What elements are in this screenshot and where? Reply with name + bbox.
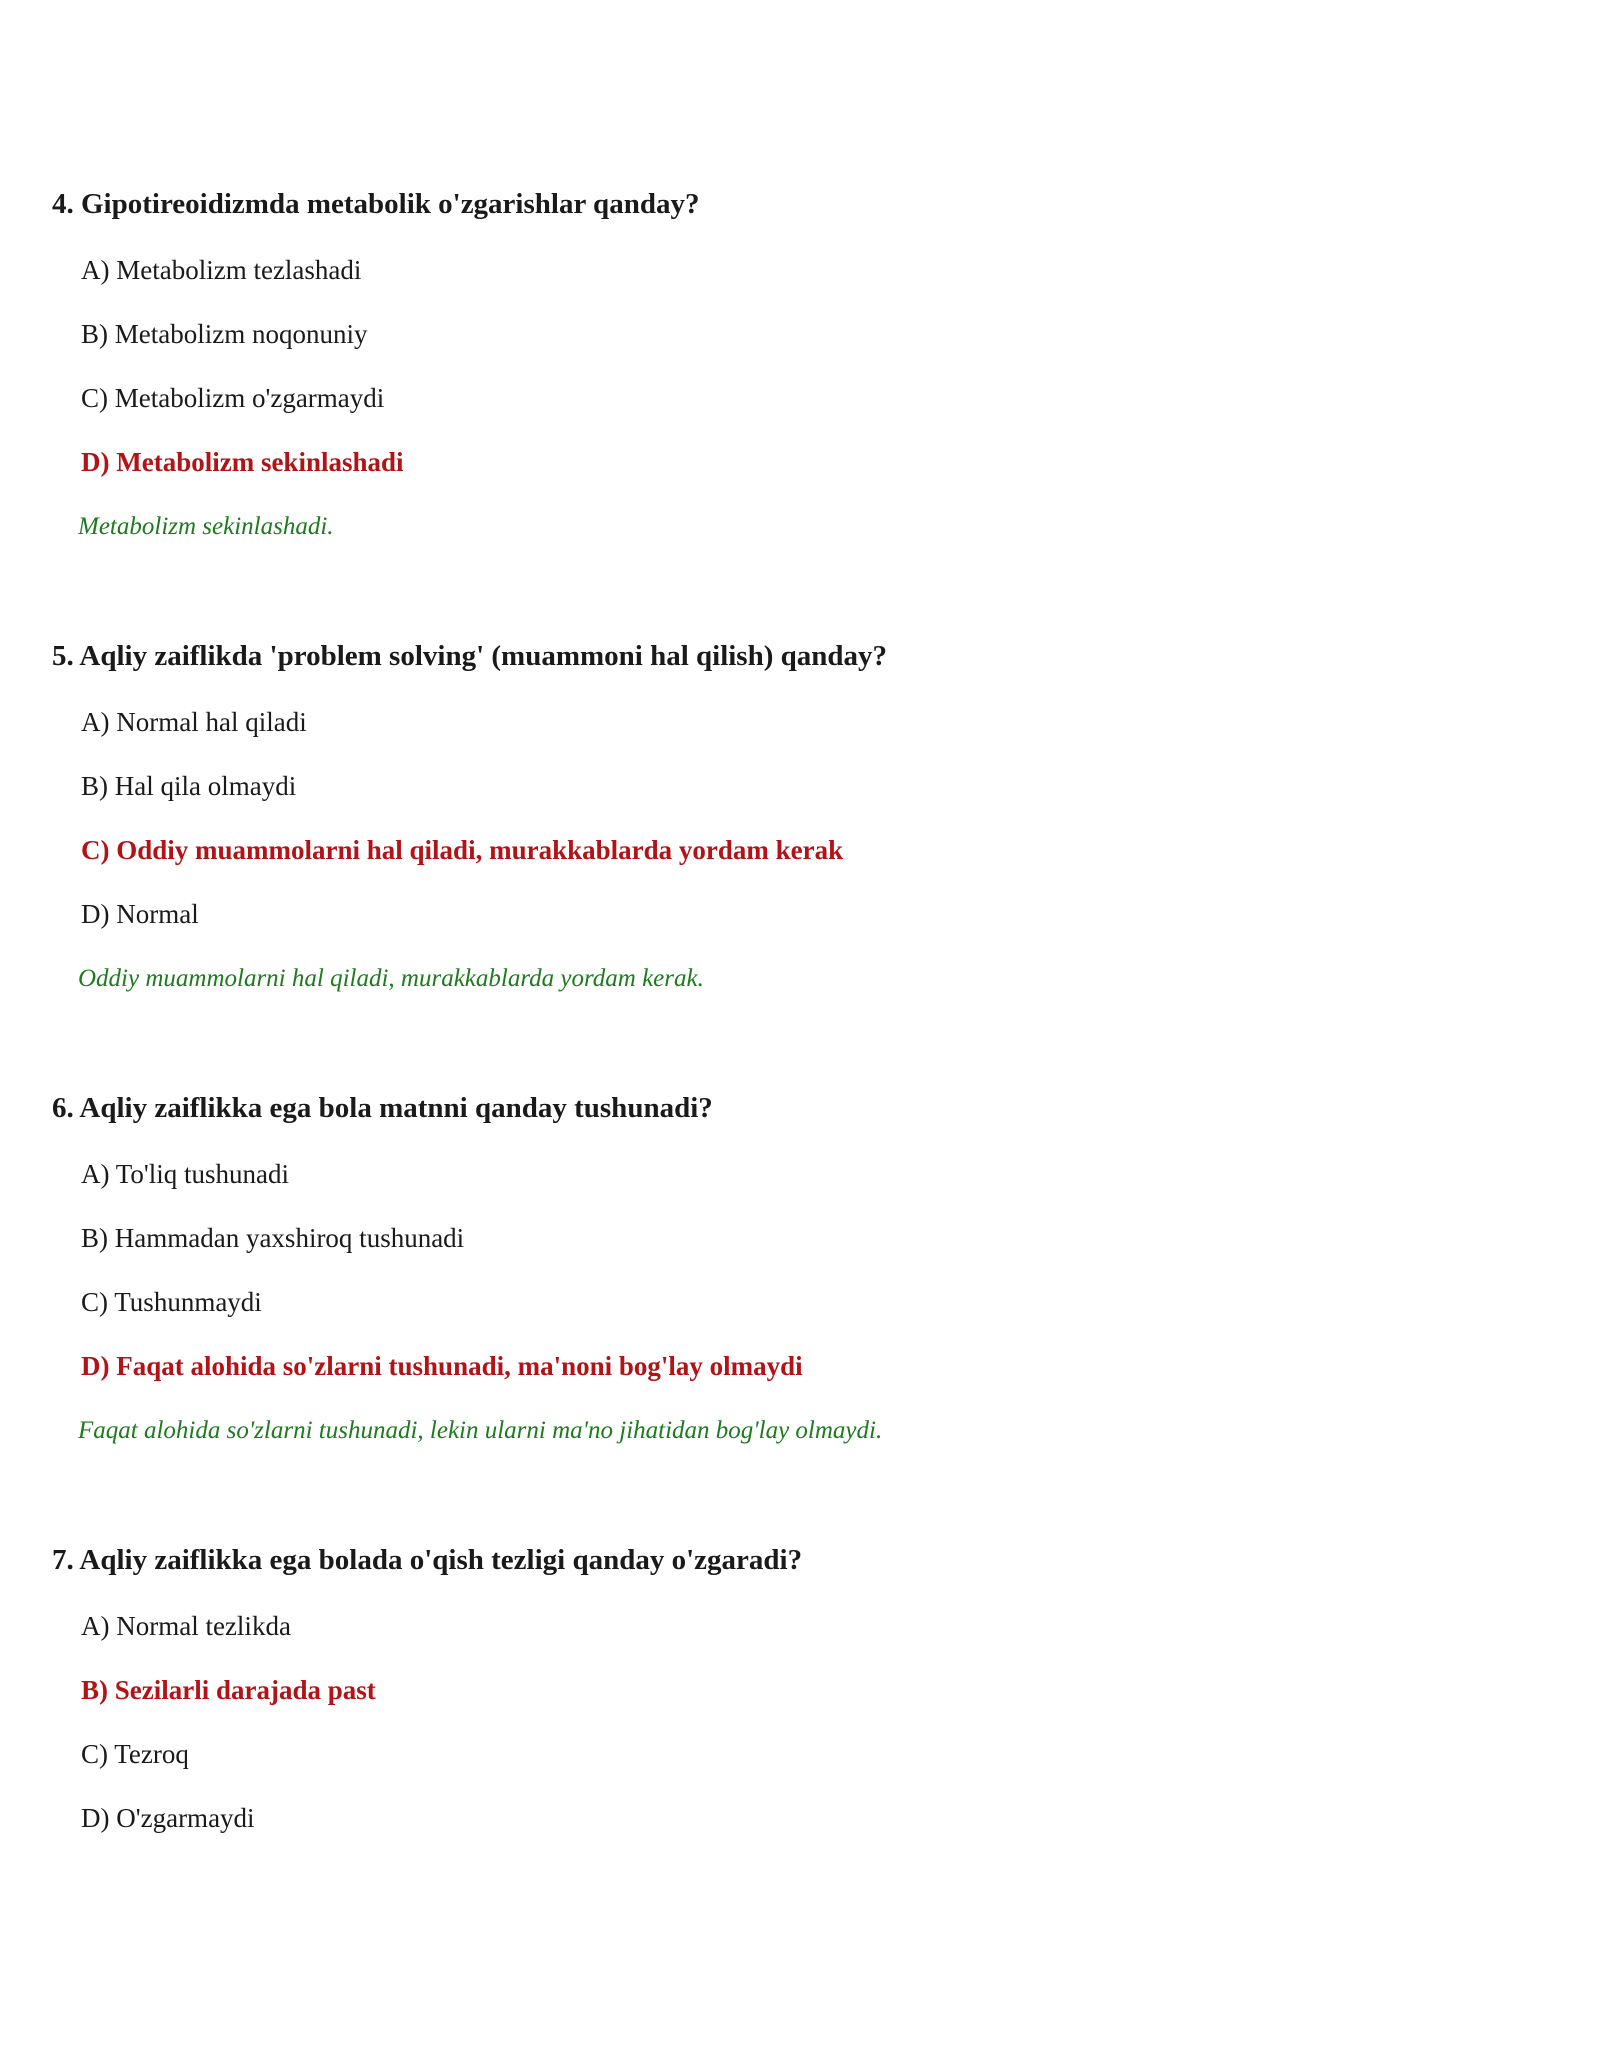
option-c: C) Metabolizm o'zgarmaydi	[81, 383, 385, 413]
option-b-correct: B) Sezilarli darajada past	[81, 1675, 376, 1705]
option-a: A) To'liq tushunadi	[81, 1159, 289, 1189]
option-d: D) O'zgarmaydi	[81, 1803, 255, 1833]
option-d-correct: D) Metabolizm sekinlashadi	[81, 447, 404, 477]
option-b: B) Hammadan yaxshiroq tushunadi	[81, 1223, 465, 1253]
question-title: 7. Aqliy zaiflikka ega bolada o'qish tezligi qanday o'zgaradi?	[52, 1544, 803, 1576]
question-title: 6. Aqliy zaiflikka ega bola matnni qanday tushunadi?	[52, 1092, 713, 1124]
option-c-correct: C) Oddiy muammolarni hal qiladi, murakkablarda yordam kerak	[81, 835, 844, 865]
option-a: A) Normal tezlikda	[81, 1611, 291, 1641]
explanation: Metabolizm sekinlashadi.	[78, 513, 334, 540]
option-a: A) Metabolizm tezlashadi	[81, 255, 362, 285]
question-title: 4. Gipotireoidizmda metabolik o'zgarishlar qanday?	[52, 188, 700, 220]
question-title: 5. Aqliy zaiflikda 'problem solving' (muammoni hal qilish) qanday?	[52, 640, 888, 672]
option-c: C) Tezroq	[81, 1739, 189, 1769]
explanation: Oddiy muammolarni hal qiladi, murakkablarda yordam kerak.	[78, 965, 704, 992]
explanation: Faqat alohida so'zlarni tushunadi, lekin ularni ma'no jihatidan bog'lay olmaydi.	[78, 1417, 883, 1444]
option-d-correct: D) Faqat alohida so'zlarni tushunadi, ma'noni bog'lay olmaydi	[81, 1351, 803, 1381]
option-d: D) Normal	[81, 899, 199, 929]
option-b: B) Hal qila olmaydi	[81, 771, 297, 801]
option-c: C) Tushunmaydi	[81, 1287, 262, 1317]
option-b: B) Metabolizm noqonuniy	[81, 319, 368, 349]
option-a: A) Normal hal qiladi	[81, 707, 307, 737]
